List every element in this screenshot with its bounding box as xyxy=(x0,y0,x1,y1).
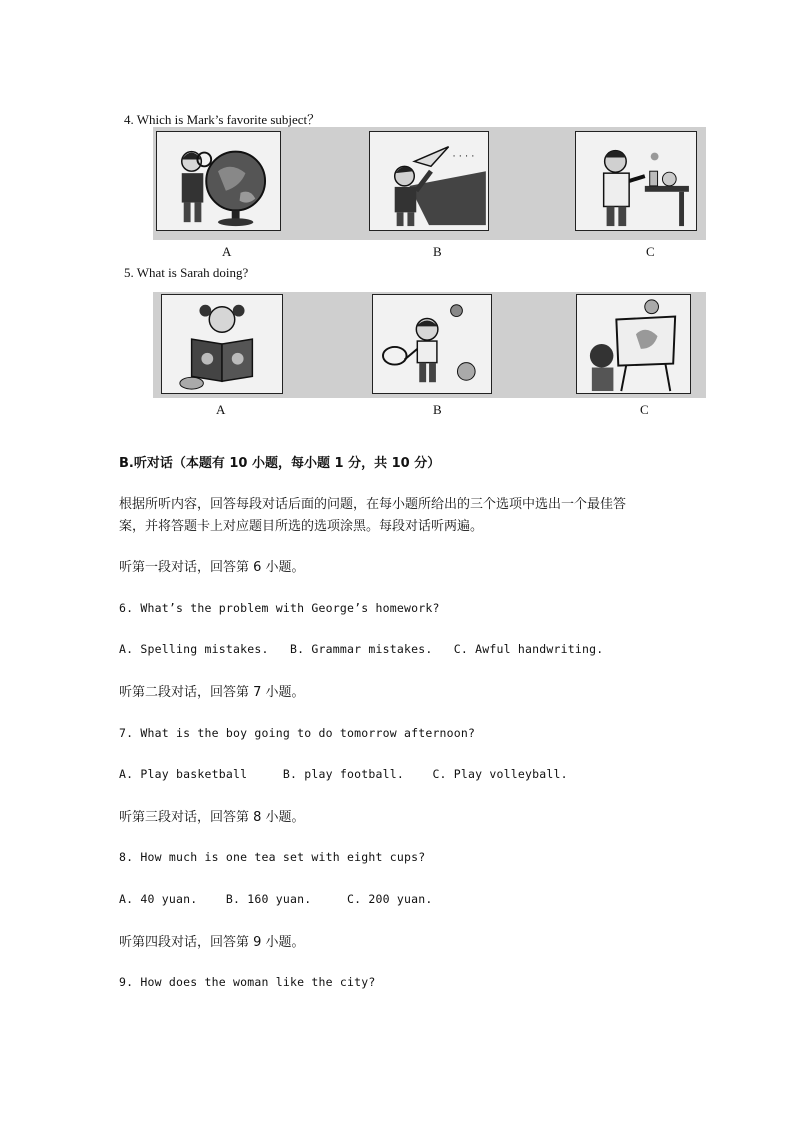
section-b-heading: B.听对话（本题有 10 小题，每小题 1 分，共 10 分） xyxy=(119,456,441,471)
question-8-options: A. 40 yuan. B. 160 yuan. C. 200 yuan. xyxy=(119,892,433,906)
question-5-option-c-label: C xyxy=(640,402,649,417)
question-4-option-c-label: C xyxy=(646,244,655,259)
question-7-options: A. Play basketball B. play football. C. Play volleyball. xyxy=(119,767,568,781)
section-b-instructions-line-2: 案，并将答题卡上对应题目所选的选项涂黑。每段对话听两遍。 xyxy=(119,519,484,534)
question-8-stem: 8. How much is one tea set with eight cups? xyxy=(119,850,426,864)
reading-icon xyxy=(161,294,283,394)
question-5-option-b-label: B xyxy=(433,402,442,417)
question-7-stem: 7. What is the boy going to do tomorrow afternoon? xyxy=(119,726,476,740)
question-9-stem: 9. How does the woman like the city? xyxy=(119,975,376,989)
section-b-instructions-line-1: 根据所听内容，回答每段对话后面的问题，在每小题所给出的三个选项中选出一个最佳答 xyxy=(119,497,627,512)
svg-text:· · · ·: · · · · xyxy=(452,151,475,163)
tennis-icon xyxy=(372,294,492,394)
dialogue-3-instruction: 听第三段对话，回答第 8 小题。 xyxy=(119,810,305,825)
question-6-options: A. Spelling mistakes. B. Grammar mistakes. C. Awful handwriting. xyxy=(119,642,604,656)
dialogue-4-instruction: 听第四段对话，回答第 9 小题。 xyxy=(119,935,305,950)
science-icon xyxy=(575,131,697,231)
question-4-stem: 4. Which is Mark’s favorite subject？ xyxy=(124,112,321,127)
dialogue-1-instruction: 听第一段对话，回答第 6 小题。 xyxy=(119,560,305,575)
geography-icon xyxy=(156,131,281,231)
question-4-option-b-label: B xyxy=(433,244,442,259)
dialogue-2-instruction: 听第二段对话，回答第 7 小题。 xyxy=(119,685,305,700)
drawing-icon xyxy=(576,294,691,394)
question-6-stem: 6. What’s the problem with George’s homework? xyxy=(119,601,440,615)
question-5-stem: 5. What is Sarah doing? xyxy=(124,265,249,280)
paper-plane-icon xyxy=(369,131,489,231)
question-4-option-a-label: A xyxy=(222,244,232,259)
question-5-option-a-label: A xyxy=(216,402,226,417)
